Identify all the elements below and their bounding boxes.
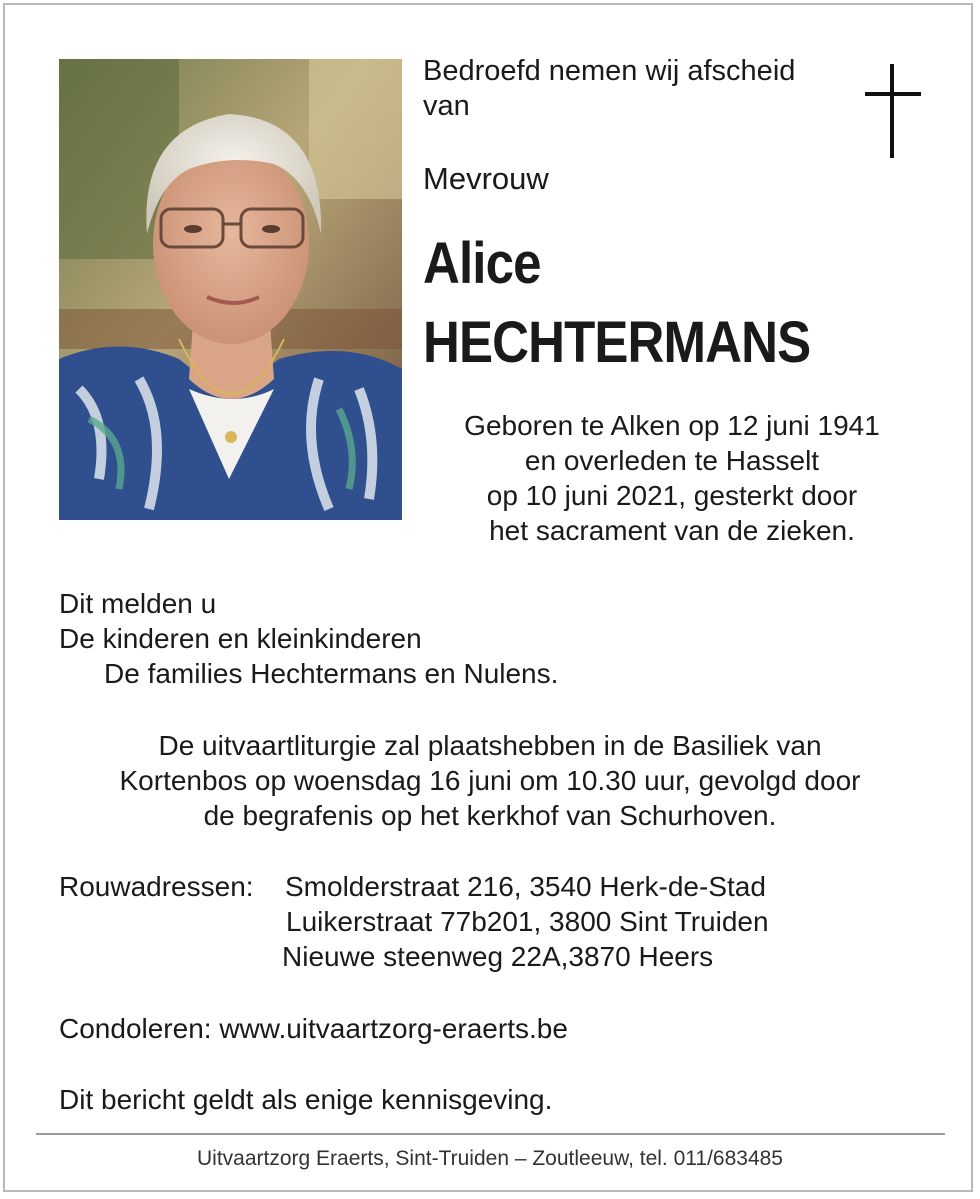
birth-line: en overleden te Hasselt: [524, 445, 820, 476]
honorific: Mevrouw: [423, 161, 549, 196]
divider: [36, 1133, 945, 1135]
liturgy-line: Kortenbos op woensdag 16 juni om 10.30 uur, gevolgd door: [119, 765, 861, 796]
intro-text: [423, 54, 843, 124]
announcer-line: De families Hechtermans en Nulens.: [104, 658, 559, 689]
birth-line: het sacrament van de zieken.: [489, 515, 855, 546]
footer-text: Uitvaartzorg Eraerts, Sint-Truiden – Zoutleeuw, tel. 011/683485: [197, 1147, 783, 1170]
address-item: Nieuwe steenweg 22A,3870 Heers: [282, 941, 714, 972]
liturgy-line: De uitvaartliturgie zal plaatshebben in de Basiliek van: [158, 730, 822, 761]
portrait-photo: [59, 59, 402, 520]
announcer-line: De kinderen en kleinkinderen: [59, 623, 422, 654]
mourning-addresses: [59, 869, 769, 974]
intro-line: Bedroefd nemen wij afscheid: [423, 55, 796, 87]
first-name: Alice: [423, 231, 541, 296]
announcers: [59, 586, 558, 691]
announcer-line: Dit melden u: [59, 588, 217, 619]
address-item: Luikerstraat 77b201, 3800 Sint Truiden: [286, 906, 769, 937]
condolences-link[interactable]: Condoleren: www.uitvaartzorg-eraerts.be: [59, 1013, 568, 1044]
addresses-label: Rouwadressen:: [59, 871, 254, 902]
cross-icon: [865, 64, 921, 158]
birth-line: op 10 juni 2021, gesterkt door: [486, 480, 858, 511]
liturgy-line: de begrafenis op het kerkhof van Schurhoven.: [203, 800, 777, 831]
notice-text: Dit bericht geldt als enige kennisgeving.: [59, 1084, 553, 1115]
birth-line: Geboren te Alken op 12 juni 1941: [464, 410, 880, 441]
funeral-details: [40, 728, 940, 833]
birth-death-details: [422, 408, 922, 548]
address-item: Smolderstraat 216, 3540 Herk-de-Stad: [285, 871, 766, 902]
intro-line: van: [423, 90, 470, 122]
last-name: HECHTERMANS: [423, 310, 811, 375]
